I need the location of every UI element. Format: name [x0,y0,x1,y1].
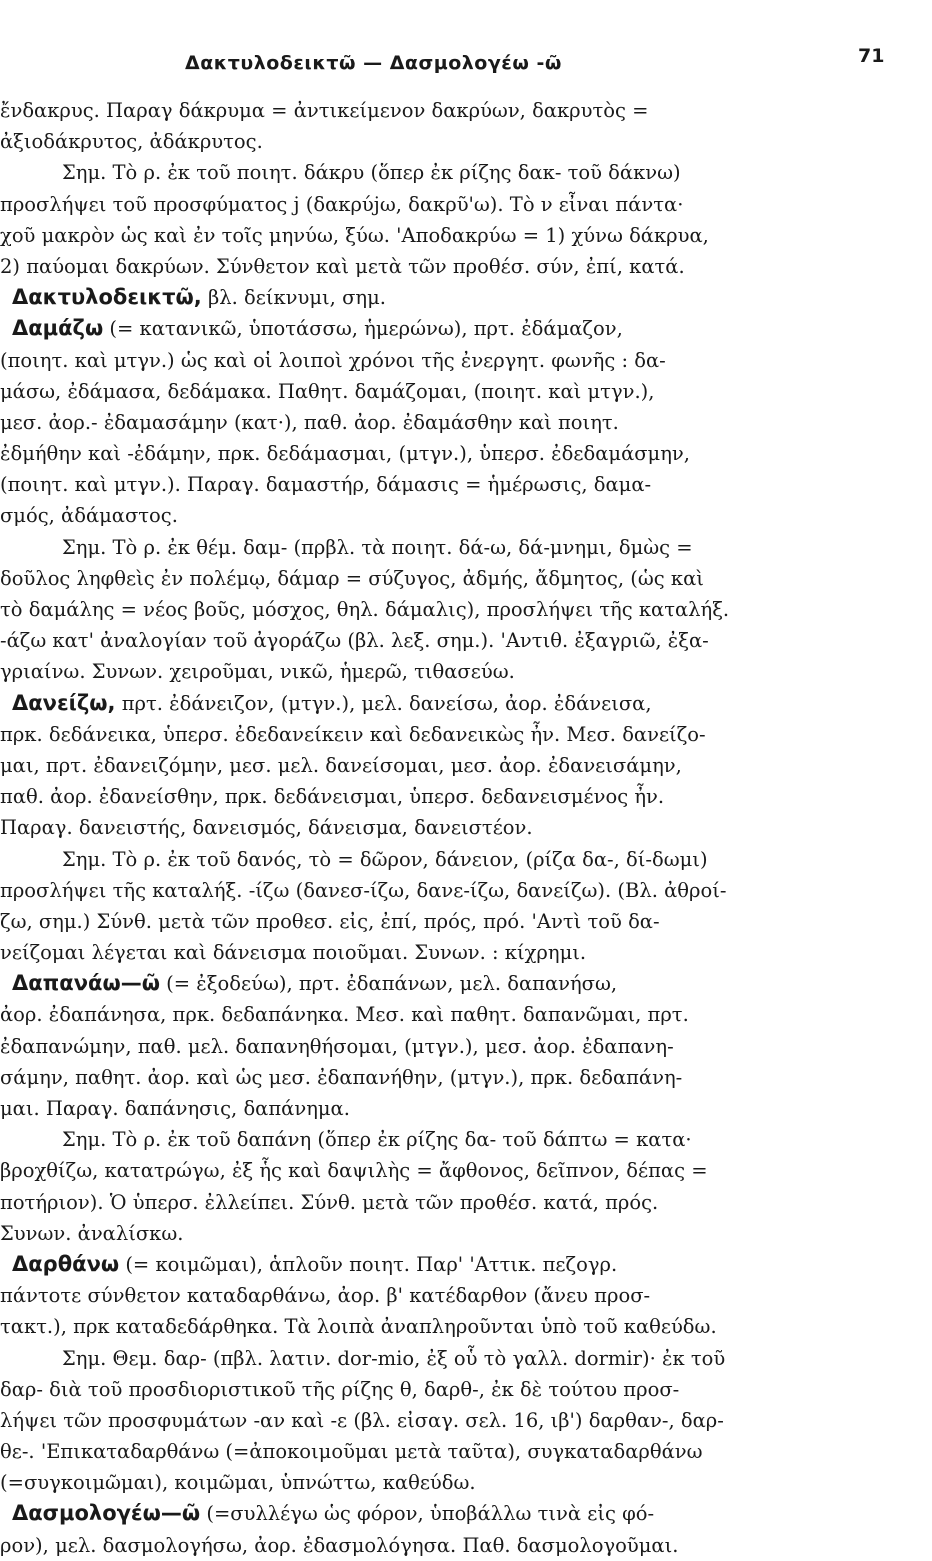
etymology-note [0,1343,832,1499]
etymology-note [0,844,832,969]
text-line: ρον), μελ. δασμολογήσω, ἀορ. ἐδασμολόγησα. Παθ. δασμολογοῦμαι. [0,1533,679,1557]
text-line [0,688,832,719]
text-line: 2) παύομαι δακρύων. Σύνθετον καὶ μετὰ τῶν προθέσ. σύν, ἐπί, κατά. [0,254,685,278]
entry-lemma: Δακτυλοδεικτῶ, [12,285,202,310]
text-line: νείζομαι λέγεται καὶ δάνεισμα ποιοῦμαι. Συνων. : κίχρημι. [0,941,587,965]
entry-lemma: Δαπανάω—ῶ [12,971,160,996]
entry-text: (=συλλέγω ὡς φόρον, ὑποβάλλω τινὰ εἰς φό- [200,1502,655,1526]
text-line: σμός, ἀδάμαστος. [0,504,178,528]
text-line: Σημ. Τὸ ρ. ἐκ θέμ. δαμ- (πρβλ. τὰ ποιητ. δά-ω, δά-μνημι, δμὼς = [62,535,693,559]
text-line [0,1498,832,1529]
text-line [0,282,832,313]
text-line: (=συγκοιμῶμαι), κοιμῶμαι, ὑπνώττω, καθεύδω. [0,1471,476,1495]
etymology-note [0,157,832,282]
entry-lemma: Δανείζω, [12,690,116,715]
entry-lemma: Δαρθάνω [12,1251,120,1276]
text-line: ἐδμήθην καὶ -ἐδάμην, πρκ. δεδάμασμαι, (μτγν.), ὑπερσ. ἐδεδαμάσμην, [0,442,690,466]
text-line: μαι. Παραγ. δαπάνησις, δαπάνημα. [0,1097,350,1120]
etymology-note [0,532,832,688]
entry-text: (= κατανικῶ, ὑποτάσσω, ἡμερώνω), πρτ. ἐδάμαζον, [103,317,623,341]
page-body [0,95,832,1561]
dictionary-entry [0,968,832,1124]
text-line: χοῦ μακρὸν ὡς καὶ ἐν τοῖς μηνύω, ξύω. 'Αποδακρύω = 1) χύνω δάκρυα, [0,223,709,247]
dictionary-entry [0,313,832,531]
text-line: ἐδαπανώμην, παθ. μελ. δαπανηθήσομαι, (μτγν.), μεσ. ἀορ. ἐδαπανη- [0,1034,674,1058]
entry-text: (= ἐξοδεύω), πρτ. ἐδαπάνων, μελ. δαπανήσω, [159,972,618,996]
text-line: λήψει τῶν προσφυμάτων -αν καὶ -ε (βλ. εἰσαγ. σελ. 16, ιβ') δαρθαν-, δαρ- [0,1408,724,1432]
text-line: ἀξιοδάκρυτος, ἀδάκρυτος. [0,130,263,154]
text-line [0,313,832,344]
text-line: ζω, σημ.) Σύνθ. μετὰ τῶν προθεσ. εἰς, ἐπί, πρός, πρό. 'Αντὶ τοῦ δα- [0,909,660,933]
text-line: πάντοτε σύνθετον καταδαρθάνω, ἀορ. β' κατέδαρθον (ἄνευ προσ- [0,1284,651,1308]
text-line: παθ. ἀορ. ἐδανείσθην, πρκ. δεδάνεισμαι, ὑπερσ. δεδανεισμένος ἦν. [0,785,665,809]
text-line: ἀορ. ἐδαπάνησα, πρκ. δεδαπάνηκα. Μεσ. καὶ παθητ. δαπανῶμαι, πρτ. [0,1003,689,1027]
dictionary-entry [0,1498,832,1560]
etymology-note [0,1124,832,1249]
text-line: -άζω κατ' ἀναλογίαν τοῦ ἀγοράζω (βλ. λεξ. σημ.). 'Αντιθ. ἐξαγριῶ, ἐξα- [0,629,709,653]
text-line: τὸ δαμάλης = νέος βοῦς, μόσχος, θηλ. δάμαλις), προσλήψει τῆς καταλήξ. [0,598,730,621]
dictionary-entry [0,1249,832,1343]
text-line: σάμην, παθητ. ἀορ. καὶ ὡς μεσ. ἐδαπανήθην, (μτγν.), πρκ. δεδαπάνη- [0,1065,683,1089]
text-line: ἔνδακρυς. Παραγ δάκρυμα = ἀντικείμενον δακρύων, δακρυτὸς = [0,99,649,122]
text-line: πρκ. δεδάνεικα, ὑπερσ. ἐδεδανείκειν καὶ δεδανεικὼς ἦν. Μεσ. δανείζο- [0,722,706,746]
entry-text: πρτ. ἐδάνειζον, (μτγν.), μελ. δανείσω, ἀορ. ἐδάνεισα, [115,691,652,715]
text-line: μάσω, ἐδάμασα, δεδάμακα. Παθητ. δαμάζομαι, (ποιητ. καὶ μτγν.), [0,379,655,403]
text-line: προσλήψει τοῦ προσφύματος j (δακρύjω, δακρῦ'ω). Τὸ ν εἶναι πάντα· [0,192,684,216]
text-line: προσλήψει τῆς καταλήξ. -ίζω (δανεσ-ίζω, δανε-ίζω, δανείζω). (Βλ. ἀθροί- [0,878,727,902]
page-number: 71 [858,45,885,67]
text-line: Σημ. Τὸ ρ. ἐκ τοῦ ποιητ. δάκρυ (ὅπερ ἐκ ρίζης δακ- τοῦ δάκνω) [62,161,681,185]
text-line: τακτ.), πρκ καταδεδάρθηκα. Τὰ λοιπὰ ἀναπληροῦνται ὑπὸ τοῦ καθεύδω. [0,1315,717,1339]
text-line: Σημ. Θεμ. δαρ- (πβλ. λατιν. dor-mio, ἐξ οὗ τὸ γαλλ. dormir)· ἐκ τοῦ [62,1346,726,1370]
dictionary-entry [0,688,832,844]
text-line: (ποιητ. καὶ μτγν.) ὡς καὶ οἱ λοιποὶ χρόνοι τῆς ἐνεργητ. φωνῆς : δα- [0,348,666,372]
entry-lemma: Δασμολογέω—ῶ [12,1501,201,1526]
text-line: Σημ. Τὸ ρ. ἐκ τοῦ δαπάνη (ὅπερ ἐκ ρίζης δα- τοῦ δάπτω = κατα· [62,1128,692,1152]
text-line: (ποιητ. καὶ μτγν.). Παραγ. δαμαστήρ, δάμασις = ἡμέρωσις, δαμα- [0,473,652,497]
text-line: Παραγ. δανειστής, δανεισμός, δάνεισμα, δανειστέον. [0,816,533,840]
entry-lemma: Δαμάζω [12,316,104,341]
text-line: δαρ- διὰ τοῦ προσδιοριστικοῦ τῆς ρίζης θ, δαρθ-, ἐκ δὲ τούτου προσ- [0,1377,680,1401]
entry-text: (= κοιμῶμαι), ἁπλοῦν ποιητ. Παρ' 'Αττικ. πεζογρ. [119,1252,618,1276]
text-line: μαι, πρτ. ἐδανειζόμην, μεσ. μελ. δανείσομαι, μεσ. ἀορ. ἐδανεισάμην, [0,753,682,777]
text-line: βροχθίζω, κατατρώγω, ἐξ ἧς καὶ δαψιλὴς = ἄφθονος, δεῖπνον, δέπας = [0,1159,708,1183]
text-line: θε-. 'Επικαταδαρθάνω (=ἀποκοιμοῦμαι μετὰ ταῦτα), συγκαταδαρθάνω [0,1440,703,1464]
text-line: δοῦλος ληφθεὶς ἐν πολέμῳ, δάμαρ = σύζυγος, ἀδμής, ἄδμητος, (ὡς καὶ [0,566,704,590]
text-line: Σημ. Τὸ ρ. ἐκ τοῦ δανός, τὸ = δῶρον, δάνειον, (ρίζα δα-, δί-δωμι) [62,847,708,871]
text-line [0,1249,832,1280]
text-line: γριαίνω. Συνων. χειροῦμαι, νικῶ, ἡμερῶ, τιθασεύω. [0,660,515,684]
running-header: Δακτυλοδεικτῶ — Δασμολογέω -ῶ [185,52,562,74]
text-line: ποτήριον). Ὁ ὑπερσ. ἐλλείπει. Σύνθ. μετὰ τῶν προθέσ. κατά, πρός. [0,1190,659,1214]
text-line [0,968,832,999]
dictionary-entry [0,282,832,313]
entry-text: βλ. δείκνυμι, σημ. [201,286,386,310]
entry-continuation [0,95,832,157]
text-line: Συνων. ἀναλίσκω. [0,1221,184,1245]
text-line: μεσ. ἀορ.- ἐδαμασάμην (κατ·), παθ. ἀορ. ἐδαμάσθην καὶ ποιητ. [0,410,619,434]
